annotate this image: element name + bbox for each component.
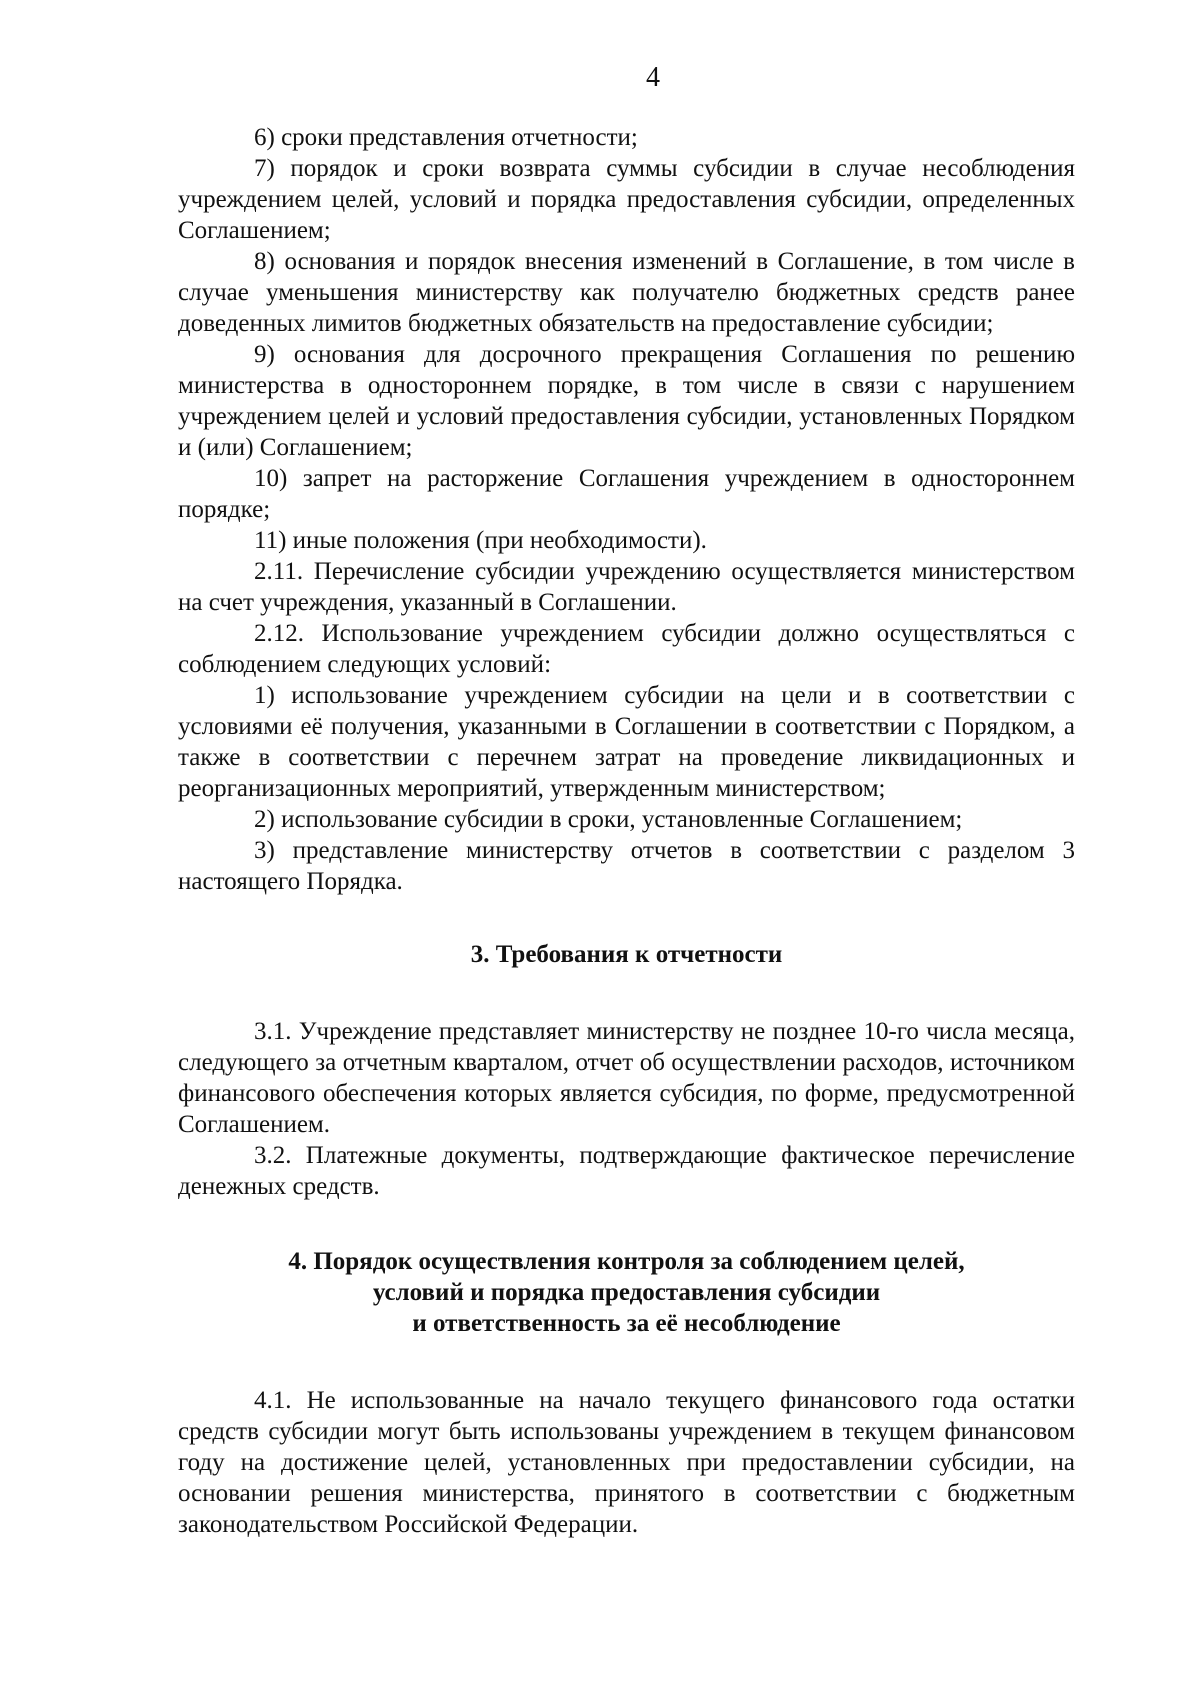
paragraph: 6) сроки представления отчетности; xyxy=(254,124,638,151)
paragraph: 3) представление министерству отчетов в соответствии с разделом 3 настоящего Порядка. xyxy=(178,837,1075,895)
paragraph: 10) запрет на расторжение Соглашения учреждением в одностороннем порядке; xyxy=(178,465,1075,523)
heading-line: 4. Порядок осуществления контроля за соблюдением целей, xyxy=(288,1248,965,1275)
document-body xyxy=(178,122,1075,1540)
section-3-heading: 3. Требования к отчетности xyxy=(470,941,783,968)
paragraph: 8) основания и порядок внесения изменений в Соглашение, в том числе в случае уменьшения министерству как получателю бюджетных средств ранее доведенных лимитов бюджетных обязательств на предоставление субсидии; xyxy=(178,248,1075,337)
paragraph: 4.1. Не использованные на начало текущего финансового года остатки средств субсидии могут быть использованы учреждением в текущем финансовом году на достижение целей, установленных при предоставлении субсидии, на основании решения министерства, принятого в соответствии с бюджетным законодательством Российской Федерации. xyxy=(178,1387,1075,1538)
paragraph: 3.1. Учреждение представляет министерству не позднее 10-го числа месяца, следующего за отчетным кварталом, отчет об осуществлении расходов, источником финансового обеспечения которых является субсидия, по форме, предусмотренной Соглашением. xyxy=(178,1018,1075,1138)
paragraph: 11) иные положения (при необходимости). xyxy=(254,527,707,554)
section-4-heading xyxy=(178,1246,1075,1339)
paragraph: 2.11. Перечисление субсидии учреждению осуществляется министерством на счет учреждения, указанный в Соглашении. xyxy=(178,558,1075,616)
page-number: 4 xyxy=(646,62,660,93)
paragraph: 7) порядок и сроки возврата суммы субсидии в случае несоблюдения учреждением целей, условий и порядка предоставления субсидии, определенных Соглашением; xyxy=(178,155,1075,244)
paragraph: 2) использование субсидии в сроки, установленные Соглашением; xyxy=(254,806,963,833)
heading-line: и ответственность за её несоблюдение xyxy=(412,1310,841,1337)
paragraph: 9) основания для досрочного прекращения Соглашения по решению министерства в одностороннем порядке, в том числе в связи с нарушением учреждением целей и условий предоставления субсидии, установленных Порядком и (или) Соглашением; xyxy=(178,341,1075,461)
paragraph: 3.2. Платежные документы, подтверждающие фактическое перечисление денежных средств. xyxy=(178,1142,1075,1200)
paragraph: 2.12. Использование учреждением субсидии должно осуществляться с соблюдением следующих условий: xyxy=(178,620,1075,678)
paragraph: 1) использование учреждением субсидии на цели и в соответствии с условиями её получения, указанными в Соглашении в соответствии с Порядком, а также в соответствии с перечнем затрат на проведение ликвидационных и реорганизационных мероприятий, утвержденным министерством; xyxy=(178,682,1075,802)
heading-line: условий и порядка предоставления субсидии xyxy=(372,1279,881,1306)
